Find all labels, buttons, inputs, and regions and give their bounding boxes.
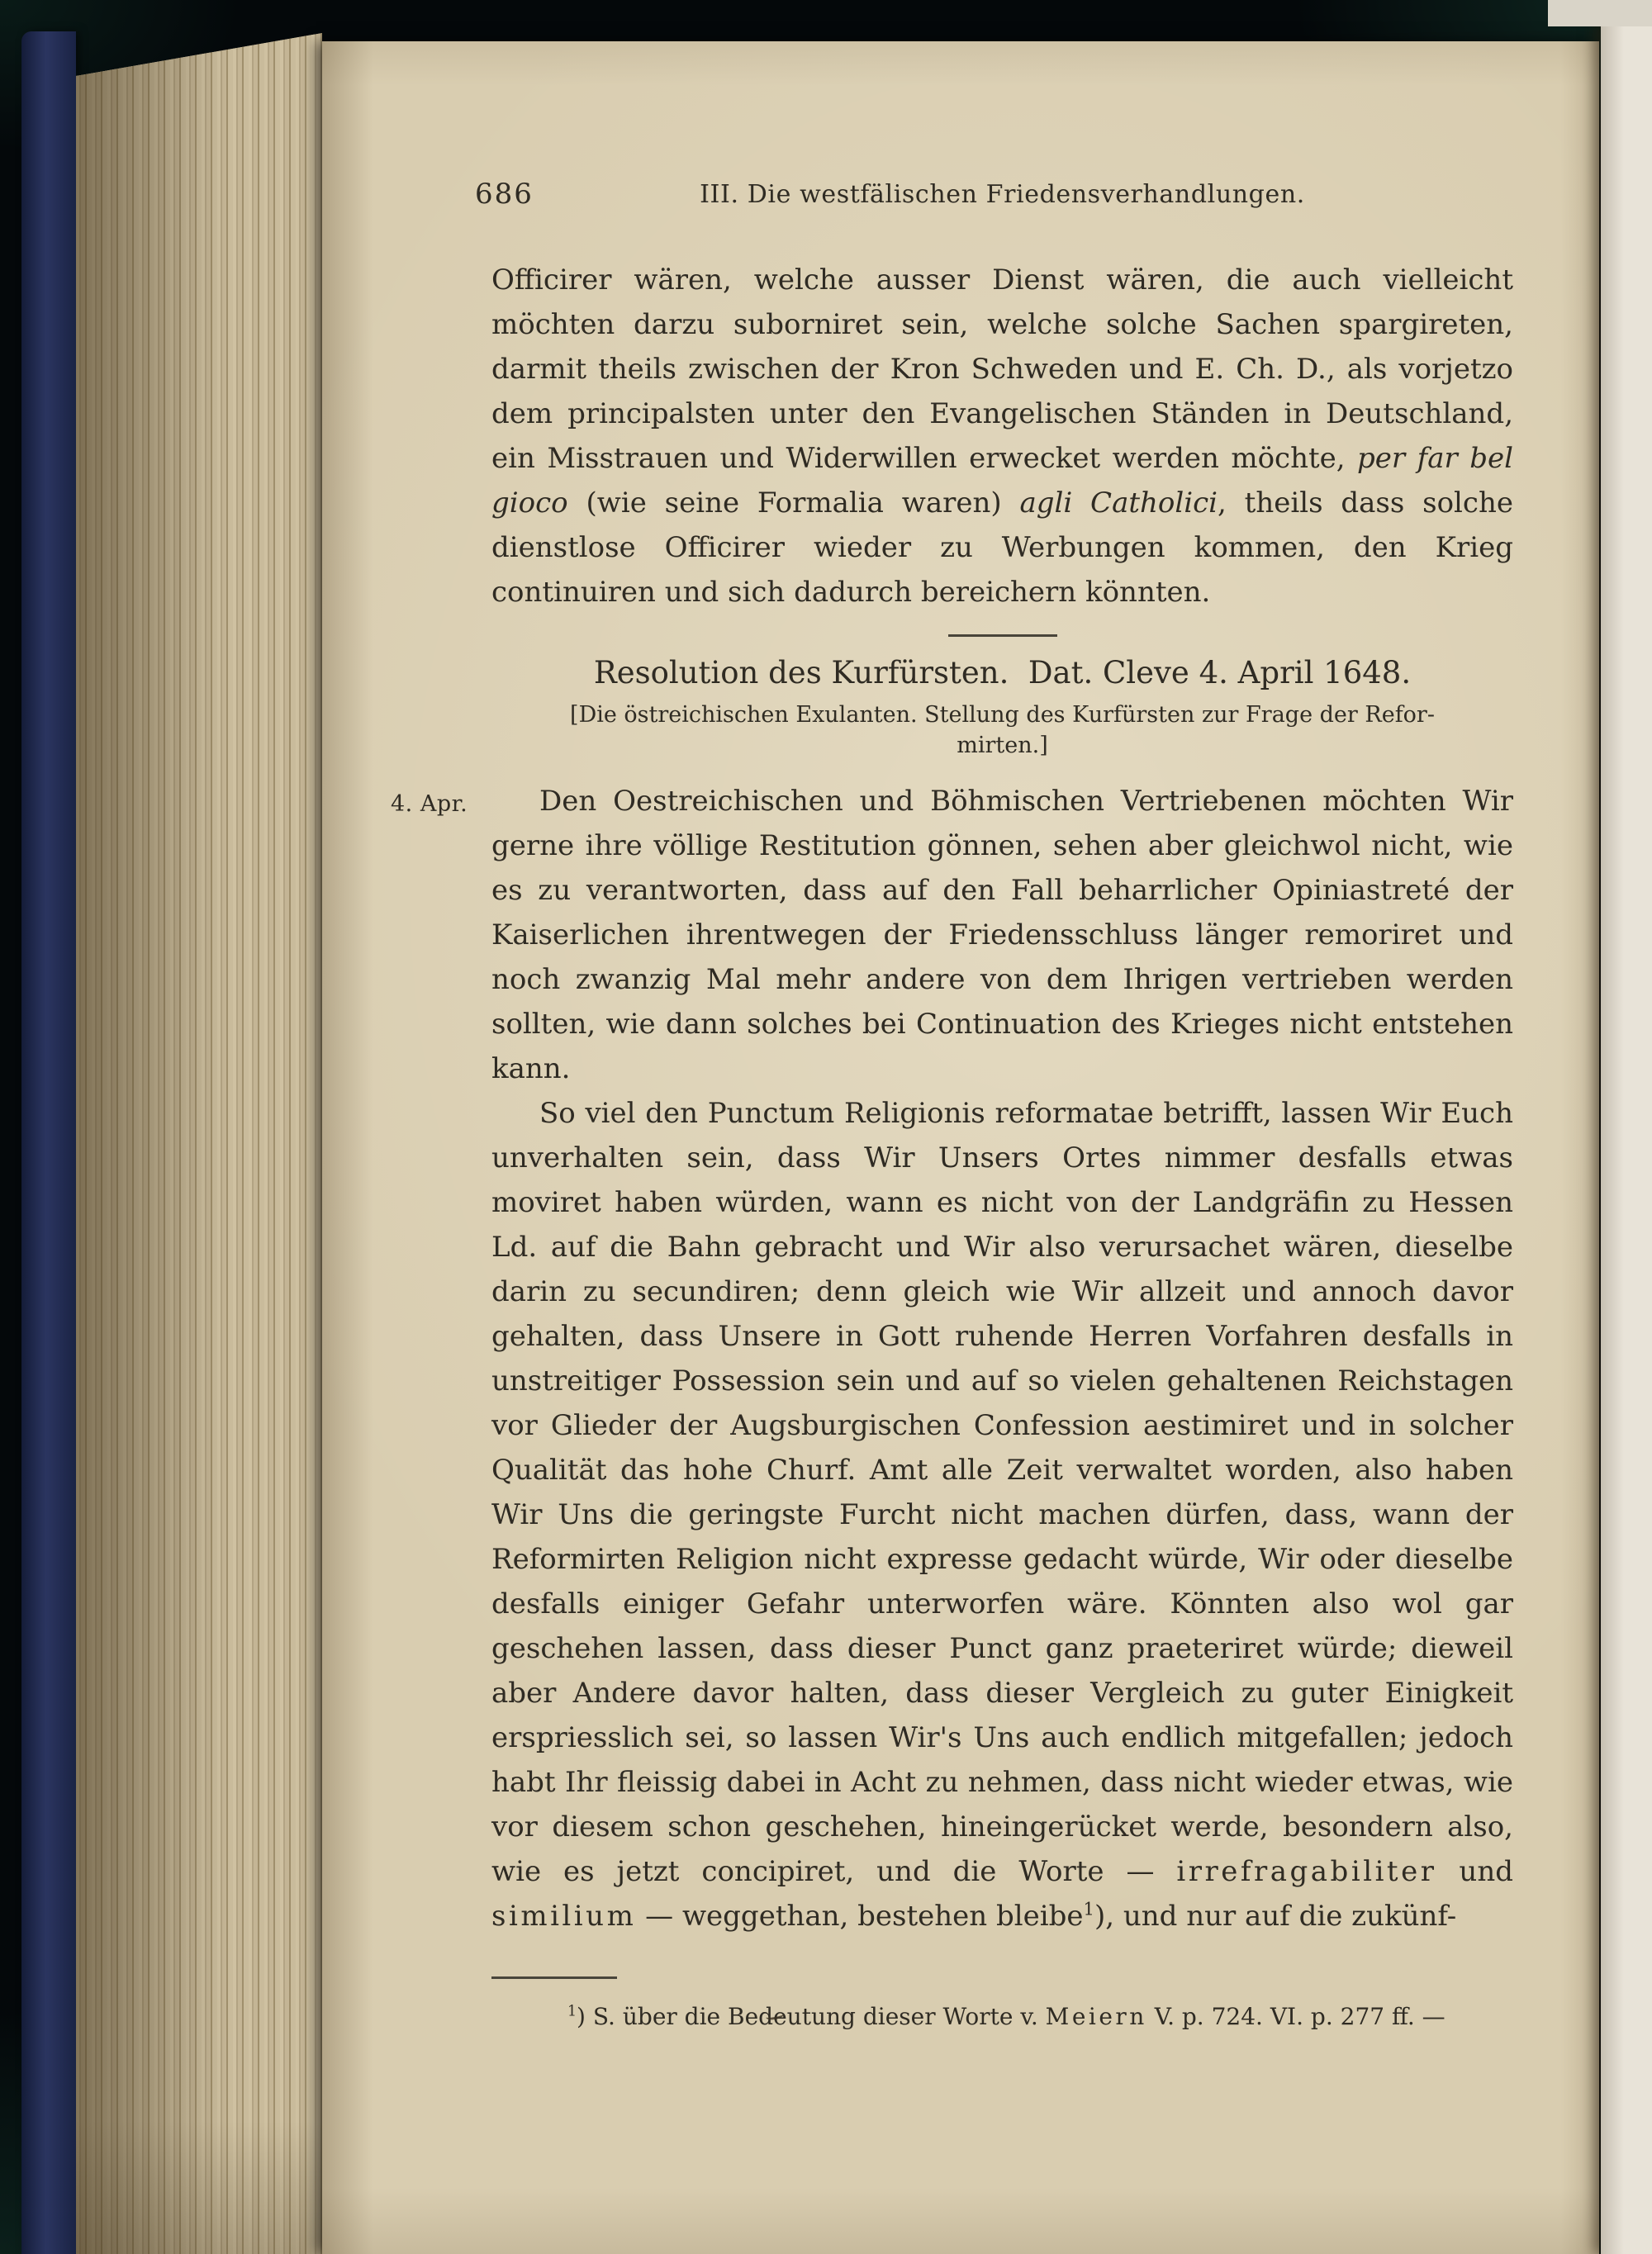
text-block [391,258,1513,2033]
page-edges-stack [76,33,322,2254]
section-subheading [491,700,1513,761]
paragraph-intro: Officirer wären, welche ausser Dienst wären, die auch vielleicht möchten darzu suborniret sein, welche solche Sachen spargireten, darmit theils zwischen der Kron Schweden und E. Ch. D., als vorjetzo dem principalsten unter den Evangelischen Ständen in Deutschland, ein Misstrauen und Widerwillen erwecket werden möchte, per far bel gioco (wie seine Formalia waren) agli Catholici, theils dass solche dienstlose Officirer wieder zu Werbungen kommen, den Krieg continuiren und sich dadurch bereichern könnten. [491,263,1513,609]
page-number: 686 [475,178,534,211]
facing-page-corner [1548,0,1652,26]
paragraph: 4. Apr. Den Oestreichischen und Böhmischen Vertriebenen möchten Wir gerne ihre völlige Restitution gönnen, sehen aber gleichwol nicht, wie es zu verantworten, dass auf den Fall beharrlicher Opiniastreté der Kaiserlichen ihrentwegen der Friedensschluss länger remoriret und noch zwanzig Mal mehr andere von dem Ihrigen vertrieben werden sollten, wie dann solches bei Continuation des Krieges nicht entstehen kann. [491,779,1513,1091]
footnote: $^1$) S. über die Bedeutung dieser Worte v. Meiern V. p. 724. VI. p. 277 ff. — [567,2003,1446,2030]
margin-date-note: 4. Apr. [391,791,468,817]
subheading-line: [Die östreichischen Exulanten. Stellung des Kurfürsten zur Frage der Refor- [570,702,1435,728]
paragraph: So viel den Punctum Religionis reformatae betrifft, lassen Wir Euch unverhalten sein, dass Wir Unsers Ortes nimmer desfalls etwas moviret haben würden, wann es nicht von der Landgräfin zu Hessen Ld. auf die Bahn gebracht und Wir also verursachet wären, dieselbe darin zu secundiren; denn gleich wie Wir allzeit und annoch davor gehalten, dass Unsere in Gott ruhende Herren Vorfahren desfalls in unstreitiger Possession sein und auf so vielen gehaltenen Reichstagen vor Glieder der Augsburgischen Confession aestimiret und in solcher Qualität das hohe Churf. Amt alle Zeit verwaltet worden, also haben Wir Uns die geringste Furcht nicht machen dürfen, dass, wann der Reformirten Religion nicht expresse gedacht würde, Wir oder dieselbe desfalls einiger Gefahr unterworfen wäre. Könnten also wol gar geschehen lassen, dass dieser Punct ganz praeteriret würde; dieweil aber Andere davor halten, dass dieser Vergleich zu guter Einigkeit erspriesslich sei, so lassen Wir's Uns auch endlich mitgefallen; jedoch habt Ihr fleissig dabei in Acht zu nehmen, dass nicht wieder etwas, wie vor diesem schon geschehen, hineingerücket werde, besondern also, wie es jetzt concipiret, und die Worte — irrefragabiliter und similium — weggethan, bestehen bleibe$^1$), und nur auf die zukünf- [491,1097,1513,1933]
book-cover-spine [21,31,76,2254]
facing-page-edge [1601,20,1652,2254]
footnote-rule [491,1976,617,1979]
running-title: III. Die westfälischen Friedensverhandlungen. [700,180,1305,209]
book-page [322,41,1599,2254]
section-divider [948,634,1057,637]
page-header [475,178,1513,211]
section-heading: Resolution des Kurfürsten. Dat. Cleve 4. April 1648. [593,655,1412,690]
subheading-line: mirten.] [957,733,1048,758]
